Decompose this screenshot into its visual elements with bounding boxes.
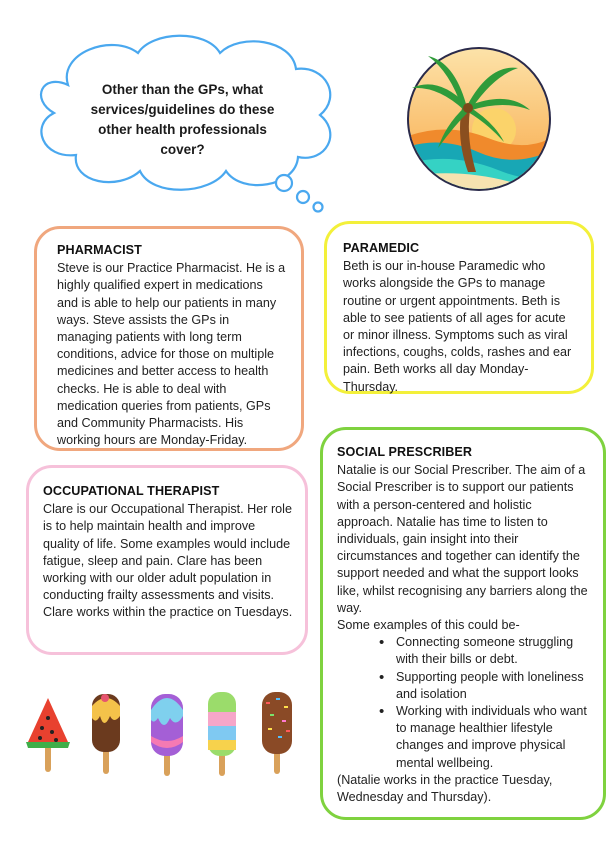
list-item: • Working with individuals who want to manage healthier lifestyle changes and improve physical mental wellbeing. bbox=[379, 703, 591, 772]
cloud-question: Other than the GPs, what services/guidelines do these other health professionals cover? bbox=[90, 82, 275, 157]
social-prescriber-text: Natalie is our Social Prescriber. The aim of a Social Prescriber is to support our patients with a person-centered and holistic approach. Natalie has time to listen to individuals, gain insight into their circumstances and together can identify the support needed and what the support looks like, whilst recognising any barriers along the way. bbox=[337, 463, 588, 615]
social-examples-intro: Some examples of this could be- bbox=[337, 618, 520, 633]
pharmacist-title: PHARMACIST bbox=[57, 243, 142, 257]
social-prescriber-title: SOCIAL PRESCRIBER bbox=[337, 445, 473, 459]
ice-lolly-icon bbox=[20, 680, 310, 780]
occupational-therapist-text: Clare is our Occupational Therapist. Her role is to help maintain health and improve quality of life. Some examples would include fatigue, sleep and pain. Clare has been working with our older adult population in conducting frailty assessments and visits. Clare works within the practice on Tuesdays. bbox=[43, 502, 293, 620]
paramedic-title: PARAMEDIC bbox=[343, 241, 420, 255]
paramedic-card bbox=[324, 221, 594, 394]
palm-tree-icon bbox=[398, 38, 560, 200]
occupational-therapist-card bbox=[26, 465, 308, 655]
list-item: • Connecting someone struggling with their bills or debt. bbox=[379, 634, 591, 668]
social-footer: (Natalie works in the practice Tuesday, Wednesday and Thursday). bbox=[337, 772, 553, 805]
sprinkle-lolly-icon bbox=[262, 692, 292, 774]
palm-island-logo bbox=[398, 38, 560, 200]
social-examples-list bbox=[337, 634, 591, 772]
occupational-therapist-title: OCCUPATIONAL THERAPIST bbox=[43, 484, 220, 498]
pharmacist-text: Steve is our Practice Pharmacist. He is a highly qualified expert in medications and is able to help our patients in many ways. Steve assists the GPs in managing patients with long term conditions, advice for those on multiple medicines and better access to health checks. He is able to deal with medication queries from patients, GPs and Community Pharmacists. His working hours are Monday-Friday. bbox=[57, 261, 286, 448]
ice-lolly-decoration bbox=[20, 680, 310, 780]
watermelon-lolly-icon bbox=[26, 698, 70, 772]
social-prescriber-card bbox=[320, 427, 606, 820]
berry-lolly-icon bbox=[151, 694, 183, 776]
rainbow-lolly-icon bbox=[208, 692, 236, 776]
pharmacist-card bbox=[34, 226, 304, 451]
chocolate-lolly-icon bbox=[92, 694, 120, 774]
paramedic-text: Beth is our in-house Paramedic who works alongside the GPs to manage routine or urgent appointments. Beth is able to see patients of all ages for acute or minor illness. Symptoms such as viral infections, coughs, colds, rashes and ear pain. Beth works all day Monday-Thursday. bbox=[343, 259, 572, 394]
list-item: • Supporting people with loneliness and isolation bbox=[379, 669, 591, 703]
